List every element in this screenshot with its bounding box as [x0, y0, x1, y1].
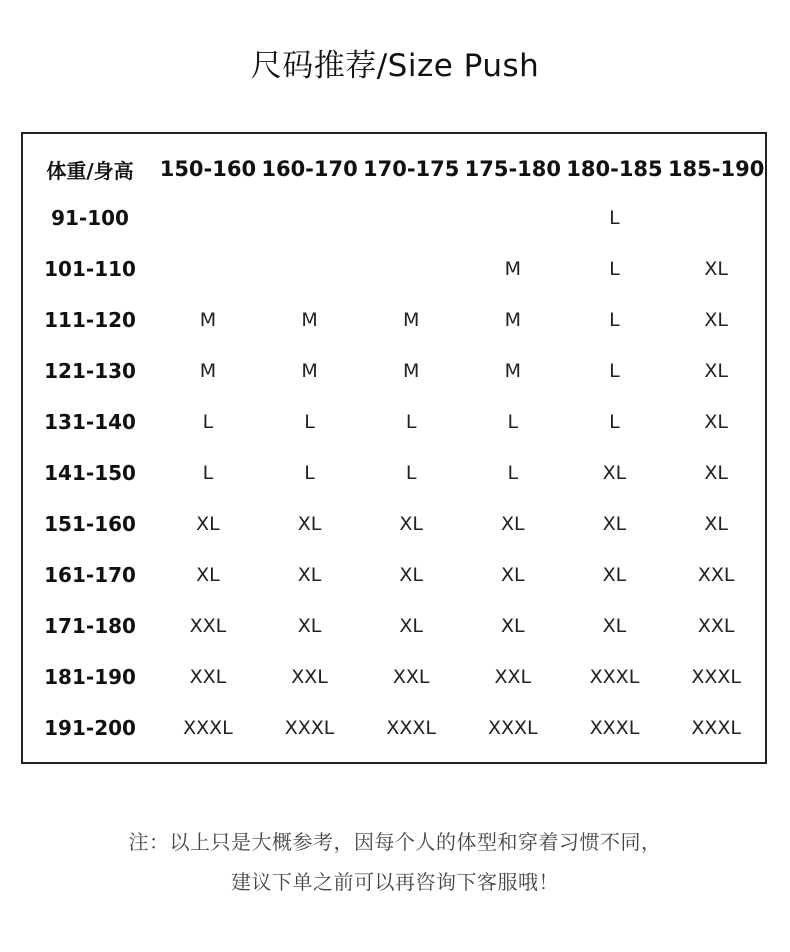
- table-row: [23, 243, 767, 294]
- table-row: [23, 549, 767, 600]
- weight-range-cell: 141-150: [44, 460, 136, 485]
- size-cell: XXL: [189, 614, 227, 637]
- size-cell: XXXL: [488, 716, 538, 739]
- weight-range-cell: 131-140: [44, 409, 136, 434]
- size-cell: XXXL: [183, 716, 233, 739]
- table-row: [23, 498, 767, 549]
- size-cell: XXL: [291, 665, 328, 688]
- size-cell: M: [199, 359, 217, 382]
- size-cell: XL: [297, 512, 322, 535]
- size-cell: [360, 243, 462, 294]
- size-cell: L: [405, 461, 417, 484]
- size-cell: XL: [704, 512, 728, 535]
- size-cell: [462, 192, 564, 243]
- size-cell: M: [504, 359, 522, 382]
- size-cell: L: [405, 410, 417, 433]
- size-table: [23, 146, 767, 753]
- note-line-1: 注：以上只是大概参考，因每个人的体型和穿着习惯不同，: [128, 830, 662, 854]
- height-header: 170-175: [362, 157, 460, 181]
- size-cell: [157, 243, 259, 294]
- size-cell: XL: [399, 563, 423, 586]
- corner-label: 体重/身高: [46, 158, 134, 183]
- size-cell: M: [301, 359, 318, 382]
- size-cell: XL: [501, 614, 525, 637]
- size-cell: XL: [501, 512, 525, 535]
- size-cell: XL: [602, 614, 627, 637]
- size-cell: [665, 192, 767, 243]
- size-cell: XXL: [697, 614, 735, 637]
- size-cell: [259, 192, 361, 243]
- size-cell: M: [199, 308, 217, 331]
- table-row: [23, 294, 767, 345]
- size-cell: L: [507, 461, 519, 484]
- size-cell: XL: [704, 257, 728, 280]
- size-cell: XL: [297, 614, 322, 637]
- size-cell: L: [202, 461, 214, 484]
- size-cell: XL: [196, 563, 220, 586]
- weight-range-cell: 171-180: [44, 613, 136, 638]
- page-title: 尺码推荐/Size Push: [250, 48, 540, 84]
- size-cell: XL: [704, 359, 728, 382]
- height-header: 160-170: [261, 157, 358, 181]
- size-cell: M: [402, 308, 420, 331]
- weight-range-cell: 121-130: [44, 358, 136, 383]
- height-header: 180-185: [566, 157, 663, 181]
- size-cell: XL: [602, 563, 627, 586]
- size-cell: XL: [297, 563, 322, 586]
- height-header: 185-190: [667, 157, 765, 181]
- size-cell: XL: [399, 614, 423, 637]
- height-header: 175-180: [464, 157, 562, 181]
- size-cell: XL: [399, 512, 423, 535]
- table-row: [23, 192, 767, 243]
- table-row: [23, 345, 767, 396]
- size-cell: M: [301, 308, 318, 331]
- size-cell: XXL: [392, 665, 430, 688]
- size-cell: XXL: [494, 665, 532, 688]
- size-cell: XXXL: [589, 716, 640, 739]
- size-cell: XXXL: [284, 716, 335, 739]
- size-cell: XXXL: [589, 665, 640, 688]
- weight-range-cell: 91-100: [51, 205, 129, 230]
- size-cell: L: [202, 410, 214, 433]
- size-cell: [360, 192, 462, 243]
- size-cell: XL: [704, 461, 728, 484]
- size-cell: XL: [602, 512, 627, 535]
- size-cell: XL: [704, 308, 728, 331]
- weight-range-cell: 151-160: [44, 511, 136, 536]
- size-cell: XL: [501, 563, 525, 586]
- header-row: [23, 146, 767, 192]
- size-cell: XXXL: [691, 665, 741, 688]
- size-table-body: [23, 192, 767, 753]
- size-cell: [157, 192, 259, 243]
- weight-range-cell: 111-120: [44, 307, 136, 332]
- size-cell: M: [402, 359, 420, 382]
- table-row: [23, 396, 767, 447]
- table-row: [23, 651, 767, 702]
- size-cell: XXL: [189, 665, 227, 688]
- weight-range-cell: 161-170: [44, 562, 136, 587]
- size-cell: L: [609, 206, 620, 229]
- table-row: [23, 600, 767, 651]
- weight-range-cell: 101-110: [44, 256, 136, 281]
- size-chart: [21, 132, 767, 764]
- size-cell: XL: [602, 461, 627, 484]
- height-header: 150-160: [159, 157, 257, 181]
- size-cell: M: [504, 308, 522, 331]
- size-cell: [259, 243, 361, 294]
- weight-range-cell: 181-190: [44, 664, 136, 689]
- size-cell: M: [504, 257, 522, 280]
- weight-range-cell: 191-200: [44, 715, 136, 740]
- size-cell: L: [304, 461, 315, 484]
- size-cell: XL: [196, 512, 220, 535]
- size-cell: L: [609, 308, 620, 331]
- size-cell: XXXL: [691, 716, 741, 739]
- size-cell: XL: [704, 410, 728, 433]
- size-cell: L: [609, 410, 620, 433]
- size-cell: L: [304, 410, 315, 433]
- size-cell: L: [507, 410, 519, 433]
- size-cell: XXL: [697, 563, 735, 586]
- size-cell: L: [609, 257, 620, 280]
- note-line-2: 建议下单之前可以再咨询下客服哦！: [231, 870, 559, 894]
- table-row: [23, 447, 767, 498]
- size-cell: L: [609, 359, 620, 382]
- size-cell: XXXL: [386, 716, 436, 739]
- table-row: [23, 702, 767, 753]
